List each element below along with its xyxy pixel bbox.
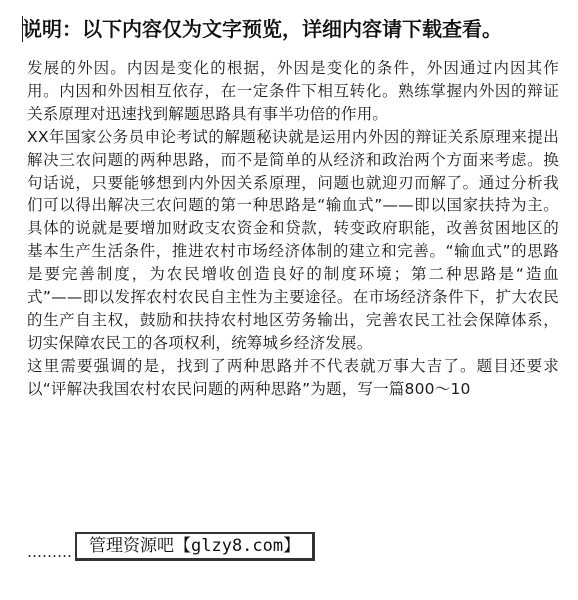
preview-notice: 说明：以下内容仅为文字预览，详细内容请下载查看。: [22, 17, 502, 41]
paragraph-2: XX年国家公务员申论考试的解题秘诀就是运用内外因的辩证关系原理来提出解决三农问题的两种思路，而不是简单的从经济和政治两个方面来考虑。换句话说，只要能够想到内外因关系原理，问题也就迎刃而解了。通过分析我们可以得出解决三农问题的第一种思路是“输血式”——即以国家扶持为主。具体的说就是要增加财政支农资金和贷款，转变政府职能，改善贫困地区的基本生产生活条件，推进农村市场经济体制的建立和完善。“输血式”的思路是要完善制度，为农民增收创造良好的制度环境；第二种思路是“造血式”——即以发挥农村农民自主性为主要途径。在市场经济条件下，扩大农民的生产自主权，鼓励和扶持农村地区劳务输出，完善农民工社会保障体系，切实保障农民工的各项权利，统筹城乡经济发展。: [27, 127, 559, 352]
paragraph-1: 发展的外因。内因是变化的根据，外因是变化的条件，外因通过内因其作用。内因和外因相互依存，在一定条件下相互转化。熟练掌握内外因的辩证关系原理对迅速找到解题思路具有事半功倍的作用。: [27, 59, 559, 123]
document-body: [27, 57, 559, 401]
paragraph-3: 这里需要强调的是，找到了两种思路并不代表就万事大吉了。题目还要求以“评解决我国农村农民问题的两种思路”为题，写一篇800～10: [27, 356, 559, 398]
site-watermark-box: 管理资源吧【glzy8.com】: [75, 532, 315, 561]
ellipsis: ………: [27, 543, 72, 561]
document-ending: [27, 531, 315, 561]
